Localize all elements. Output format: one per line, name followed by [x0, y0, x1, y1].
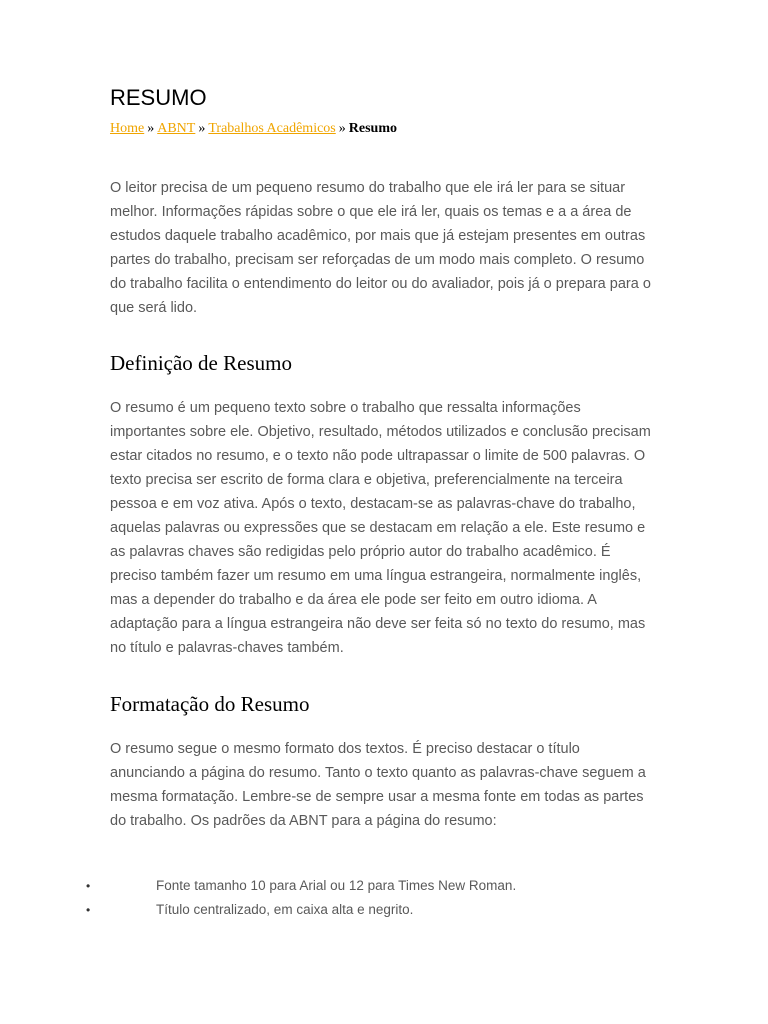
list-item	[0, 874, 768, 898]
breadcrumb-link-abnt[interactable]: ABNT	[157, 121, 196, 136]
article	[110, 84, 655, 833]
list-item-text: Fonte tamanho 10 para Arial ou 12 para Times New Roman.	[156, 878, 517, 893]
list-item-text: Título centralizado, em caixa alta e negrito.	[156, 902, 414, 917]
section-heading-definicao: Definição de Resumo	[110, 351, 292, 375]
breadcrumb-link-home[interactable]: Home	[110, 121, 145, 136]
bullet-icon: •	[86, 903, 91, 917]
breadcrumb	[110, 120, 655, 138]
page-title: RESUMO	[110, 85, 207, 110]
breadcrumb-link-trabalhos-academicos[interactable]: Trabalhos Acadêmicos	[208, 121, 336, 136]
bullet-icon: •	[86, 879, 91, 893]
breadcrumb-separator: »	[147, 121, 155, 136]
breadcrumb-separator: »	[198, 121, 206, 136]
formatting-rules-list	[0, 874, 768, 922]
section-paragraph-definicao: O resumo é um pequeno texto sobre o trabalho que ressalta informações importantes sobre ele. Objetivo, resultado, métodos utilizados e conclusão precisam estar citados no resumo, e o texto não pode ultrapassar o limite de 500 palavras. O texto precisa ser escrito de forma clara e objetiva, preferencialmente na terceira pessoa e em voz ativa. Após o texto, destacam-se as palavras-chave do trabalho, aquelas palavras ou expressões que se destacam em relação a ele. Este resumo e as palavras chaves são redigidas pelo próprio autor do trabalho acadêmico. É preciso também fazer um resumo em uma língua estrangeira, normalmente inglês, mas a depender do trabalho e da área ele pode ser feito em outro idioma. A adaptação para a língua estrangeira não deve ser feita só no texto do resumo, mas no título e palavras-chaves também.	[110, 400, 651, 656]
section-heading-formatacao: Formatação do Resumo	[110, 692, 310, 716]
section-paragraph-formatacao: O resumo segue o mesmo formato dos textos. É preciso destacar o título anunciando a página do resumo. Tanto o texto quanto as palavras-chave seguem a mesma formatação. Lembre-se de sempre usar a mesma fonte em todas as partes do trabalho. Os padrões da ABNT para a página do resumo:	[110, 741, 646, 829]
list-item	[0, 898, 768, 922]
intro-paragraph: O leitor precisa de um pequeno resumo do trabalho que ele irá ler para se situar melhor. Informações rápidas sobre o que ele irá ler, quais os temas e a a área de estudos daquele trabalho acadêmico, por mais que já estejam presentes em outras partes do trabalho, precisam ser reforçadas de um modo mais completo. O resumo do trabalho facilita o entendimento do leitor ou do avaliador, pois já o prepara para o que será lido.	[110, 180, 651, 316]
breadcrumb-separator: »	[338, 121, 346, 136]
breadcrumb-current: Resumo	[348, 121, 397, 136]
